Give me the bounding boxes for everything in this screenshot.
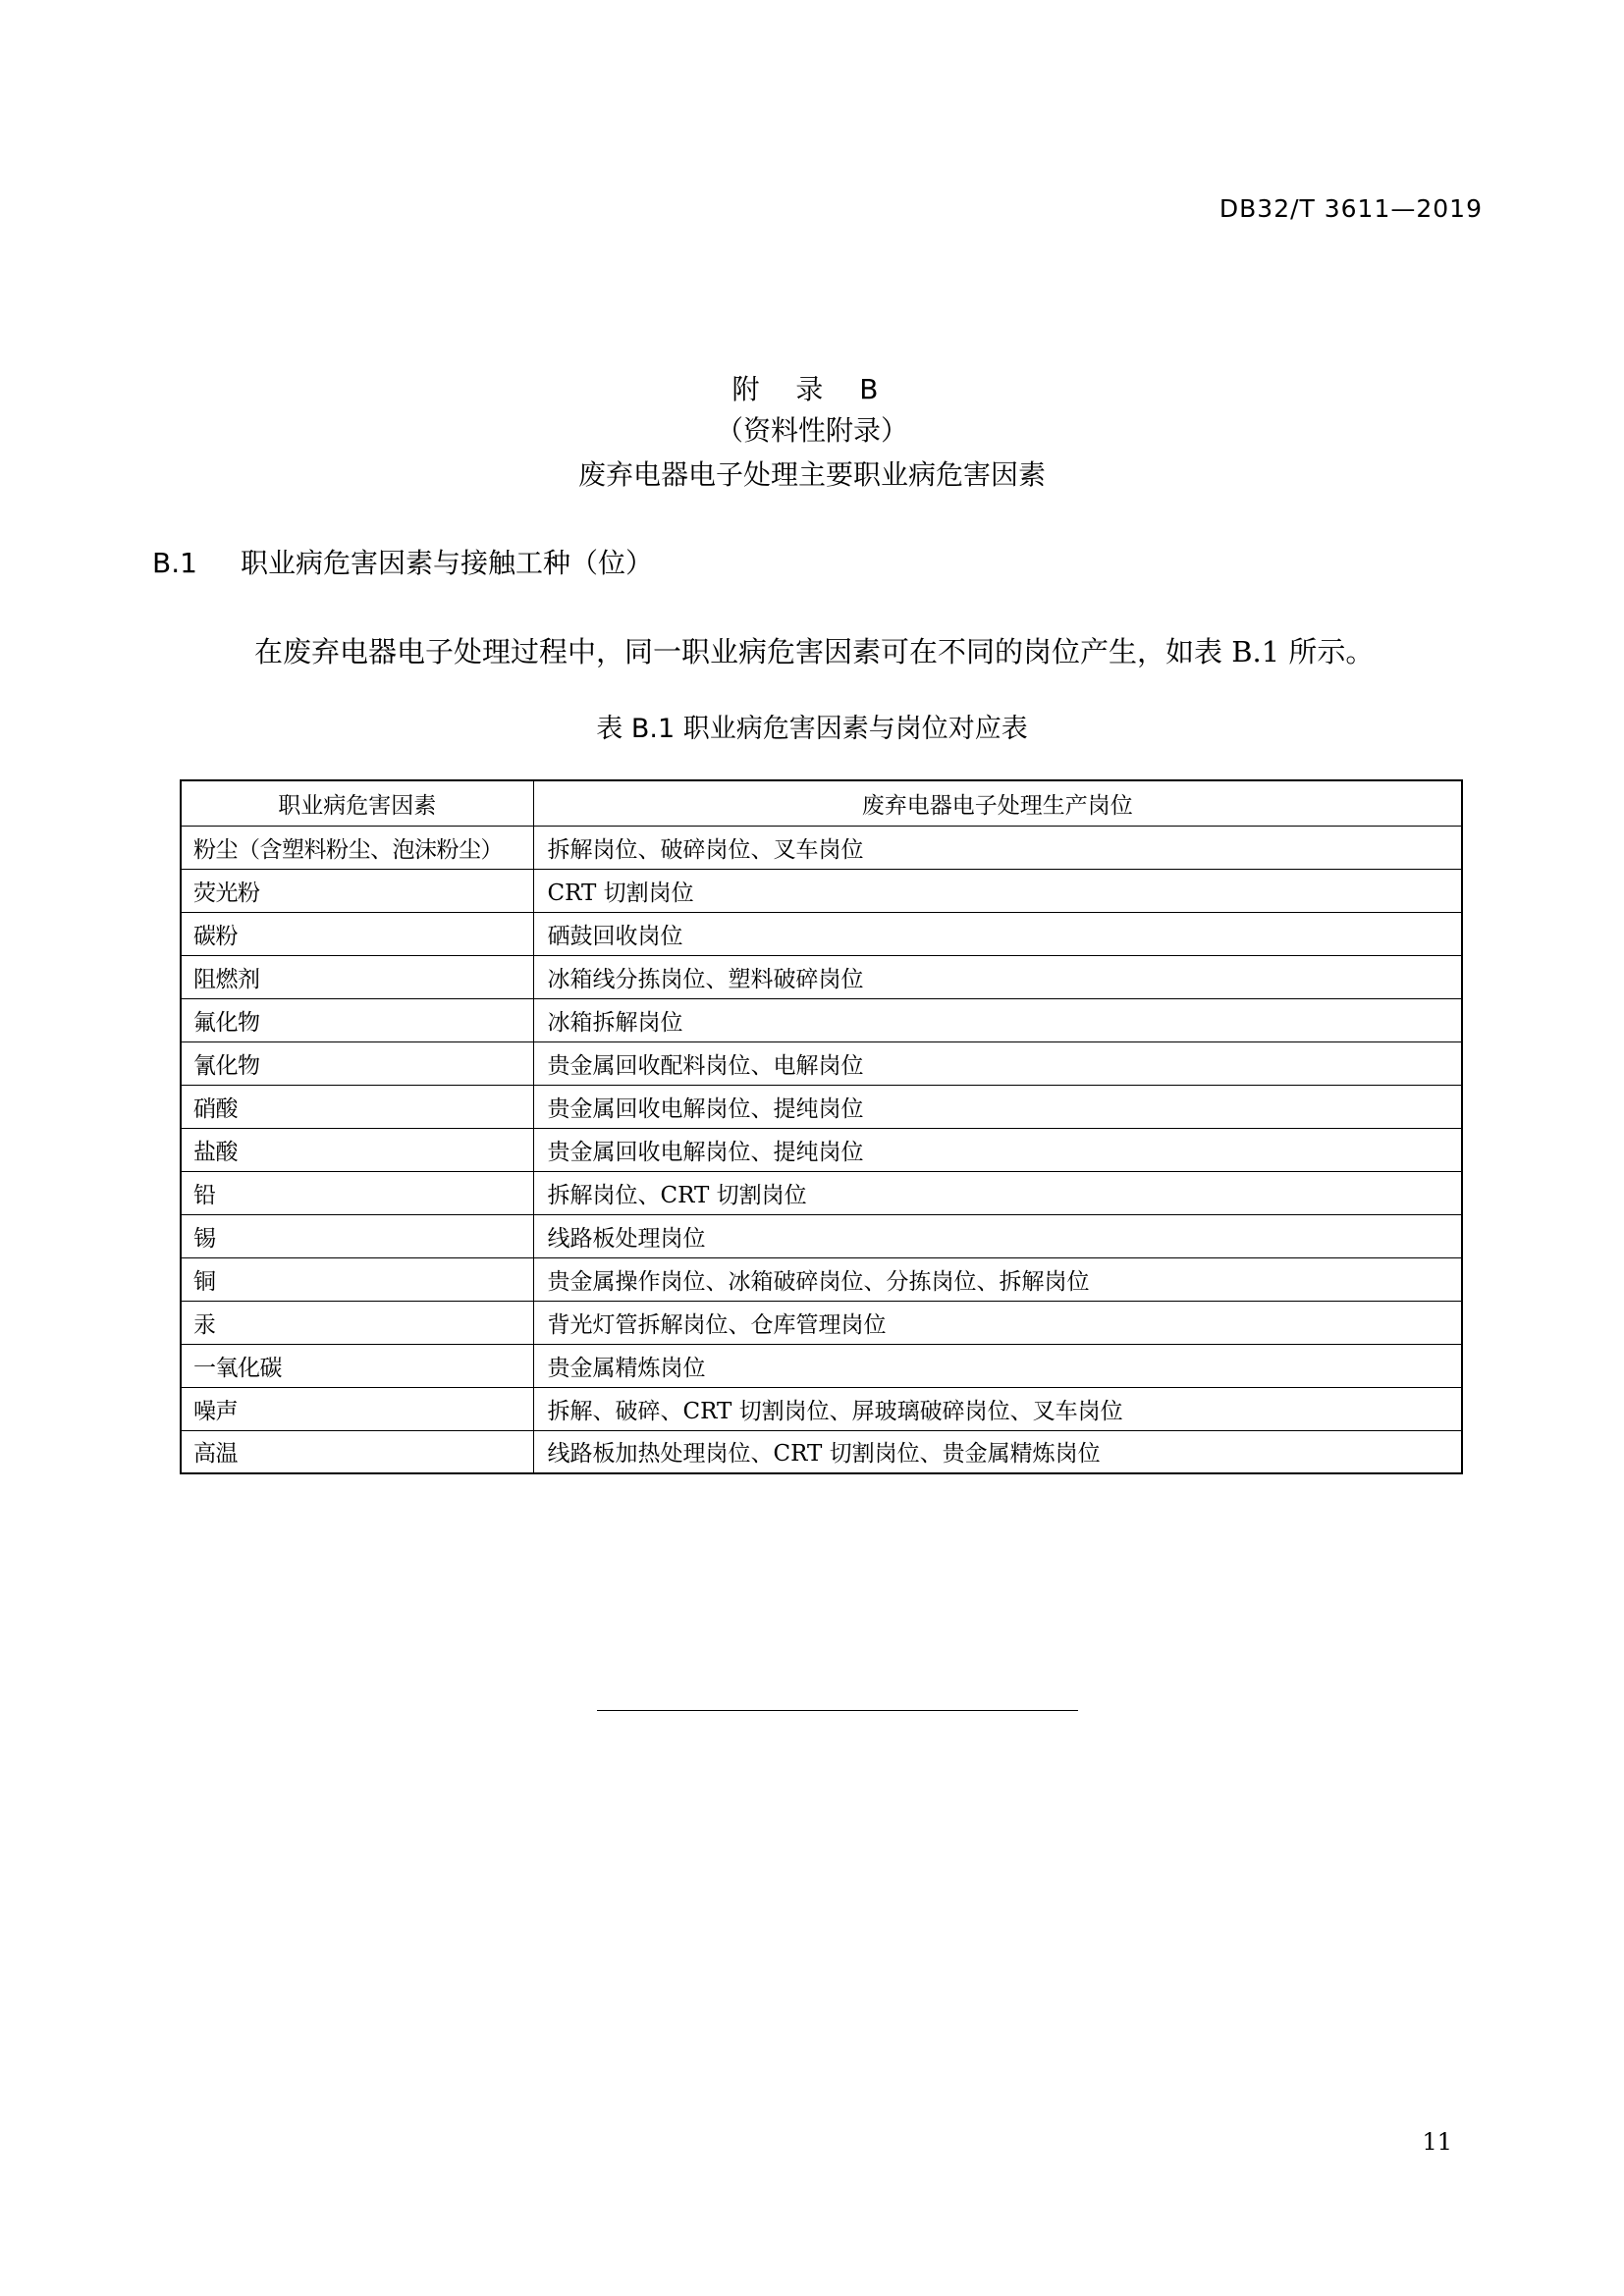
document-code: DB32/T 3611—2019	[1218, 194, 1483, 223]
table-row	[181, 1430, 1462, 1473]
table-row	[181, 1171, 1462, 1214]
column-header-factor: 职业病危害因素	[181, 780, 533, 826]
posts-cell: 贵金属回收配料岗位、电解岗位	[533, 1041, 1462, 1085]
posts-cell: 背光灯管拆解岗位、仓库管理岗位	[533, 1301, 1462, 1344]
table-caption: 表 B.1 职业病危害因素与岗位对应表	[596, 714, 1028, 744]
table-row	[181, 1214, 1462, 1257]
table-header-row	[181, 780, 1462, 826]
table-row	[181, 826, 1462, 869]
factor-cell: 阻燃剂	[181, 955, 533, 998]
factor-cell: 粉尘（含塑料粉尘、泡沫粉尘）	[181, 826, 533, 869]
posts-cell: 线路板加热处理岗位、CRT 切割岗位、贵金属精炼岗位	[533, 1430, 1462, 1473]
table-row	[181, 1387, 1462, 1430]
factor-cell: 氟化物	[181, 998, 533, 1041]
section-heading	[152, 542, 653, 581]
page-number: 11	[1422, 2128, 1452, 2156]
posts-cell: CRT 切割岗位	[533, 869, 1462, 912]
end-of-appendix-rule	[597, 1710, 1078, 1711]
posts-cell: 贵金属回收电解岗位、提纯岗位	[533, 1085, 1462, 1128]
table-row	[181, 1344, 1462, 1387]
posts-cell: 拆解、破碎、CRT 切割岗位、屏玻璃破碎岗位、叉车岗位	[533, 1387, 1462, 1430]
appendix-type: （资料性附录）	[715, 414, 908, 447]
factor-cell: 锡	[181, 1214, 533, 1257]
posts-cell: 拆解岗位、破碎岗位、叉车岗位	[533, 826, 1462, 869]
table-row	[181, 1257, 1462, 1301]
posts-cell: 贵金属操作岗位、冰箱破碎岗位、分拣岗位、拆解岗位	[533, 1257, 1462, 1301]
factor-cell: 铜	[181, 1257, 533, 1301]
table-row	[181, 1301, 1462, 1344]
table-row	[181, 869, 1462, 912]
factor-cell: 高温	[181, 1430, 533, 1473]
column-header-posts: 废弃电器电子处理生产岗位	[533, 780, 1462, 826]
table-row	[181, 1041, 1462, 1085]
factor-cell: 汞	[181, 1301, 533, 1344]
factor-cell: 硝酸	[181, 1085, 533, 1128]
posts-cell: 冰箱线分拣岗位、塑料破碎岗位	[533, 955, 1462, 998]
hazard-table	[180, 779, 1463, 1474]
section-title: 职业病危害因素与接触工种（位）	[241, 547, 654, 579]
factor-cell: 荧光粉	[181, 869, 533, 912]
posts-cell: 硒鼓回收岗位	[533, 912, 1462, 955]
table-row	[181, 1085, 1462, 1128]
factor-cell: 一氧化碳	[181, 1344, 533, 1387]
posts-cell: 冰箱拆解岗位	[533, 998, 1462, 1041]
body-paragraph: 在废弃电器电子处理过程中，同一职业病危害因素可在不同的岗位产生，如表 B.1 所示。	[254, 635, 1375, 668]
posts-cell: 贵金属精炼岗位	[533, 1344, 1462, 1387]
factor-cell: 铅	[181, 1171, 533, 1214]
factor-cell: 碳粉	[181, 912, 533, 955]
factor-cell: 盐酸	[181, 1128, 533, 1171]
posts-cell: 贵金属回收电解岗位、提纯岗位	[533, 1128, 1462, 1171]
table-row	[181, 998, 1462, 1041]
table-row	[181, 912, 1462, 955]
table-row	[181, 955, 1462, 998]
posts-cell: 线路板处理岗位	[533, 1214, 1462, 1257]
factor-cell: 噪声	[181, 1387, 533, 1430]
factor-cell: 氰化物	[181, 1041, 533, 1085]
table-row	[181, 1128, 1462, 1171]
appendix-label: 附 录 B	[731, 373, 893, 405]
section-number: B.1	[152, 547, 197, 579]
posts-cell: 拆解岗位、CRT 切割岗位	[533, 1171, 1462, 1214]
appendix-title: 废弃电器电子处理主要职业病危害因素	[577, 458, 1046, 491]
